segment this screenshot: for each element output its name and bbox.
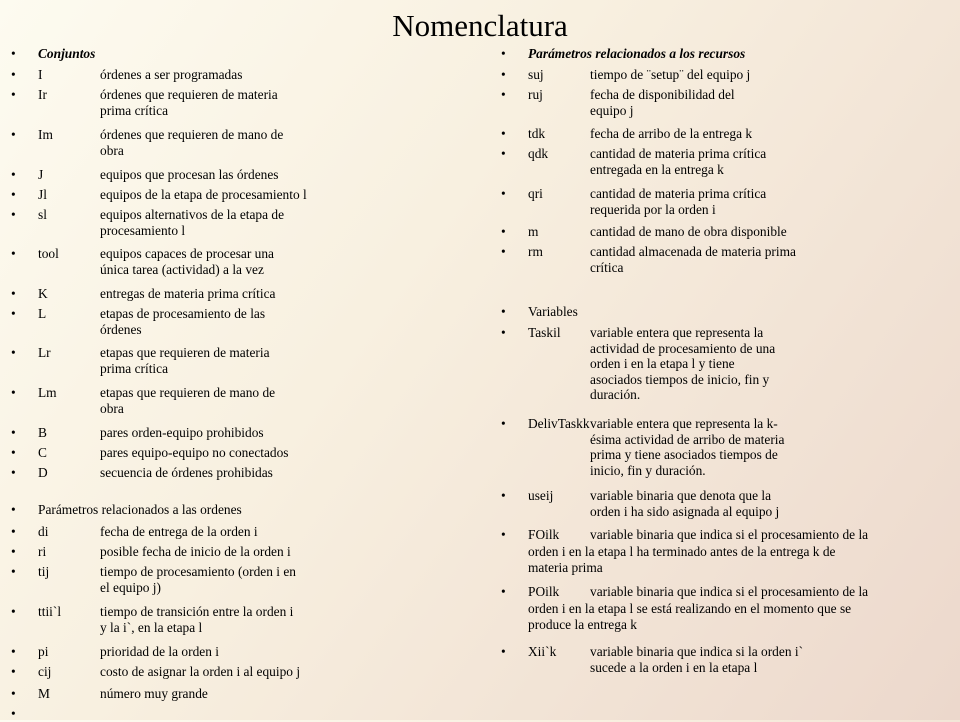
item-description: fecha de disponibilidad del equipo j bbox=[590, 87, 735, 118]
bullet-icon: • bbox=[11, 187, 16, 202]
order-parameter-item bbox=[8, 686, 208, 702]
bullet-icon: • bbox=[11, 246, 16, 261]
item-symbol: tool bbox=[38, 246, 59, 261]
item-symbol: m bbox=[528, 224, 539, 239]
bullet-icon: • bbox=[501, 46, 506, 61]
item-symbol: Lm bbox=[38, 385, 57, 400]
item-symbol: Xii`k bbox=[528, 644, 557, 659]
section-heading: Variables bbox=[528, 304, 578, 319]
set-item bbox=[8, 67, 242, 83]
bullet-icon: • bbox=[501, 325, 506, 340]
bullet-icon: • bbox=[501, 527, 506, 542]
resource-parameter-item bbox=[498, 87, 735, 118]
set-item bbox=[8, 445, 289, 461]
bullet-icon: • bbox=[11, 445, 16, 460]
bullet-icon: • bbox=[501, 87, 506, 102]
item-description: cantidad almacenada de materia prima crítica bbox=[590, 244, 796, 275]
item-symbol: J bbox=[38, 167, 44, 182]
bullet-icon: • bbox=[501, 126, 506, 141]
item-description: secuencia de órdenes prohibidas bbox=[100, 465, 273, 480]
resource-parameter-item bbox=[498, 126, 752, 142]
page-title: Nomenclatura bbox=[392, 8, 568, 43]
bullet-icon: • bbox=[11, 502, 16, 517]
bullet-icon: • bbox=[11, 345, 16, 360]
variable-item bbox=[498, 416, 784, 478]
variable-item bbox=[498, 527, 868, 543]
set-item bbox=[8, 127, 283, 158]
bullet-icon: • bbox=[11, 167, 16, 182]
item-symbol: ttii`l bbox=[38, 604, 62, 619]
bullet-icon: • bbox=[11, 644, 16, 659]
empty-list-item bbox=[8, 706, 38, 722]
item-description: pares orden-equipo prohibidos bbox=[100, 425, 264, 440]
set-item bbox=[8, 286, 275, 302]
item-symbol: K bbox=[38, 286, 48, 301]
item-description: fecha de arribo de la entrega k bbox=[590, 126, 753, 141]
item-description: órdenes a ser programadas bbox=[100, 67, 243, 82]
item-description: equipos capaces de procesar una única tarea (actividad) a la vez bbox=[100, 246, 274, 277]
item-symbol: cij bbox=[38, 664, 52, 679]
item-description: costo de asignar la orden i al equipo j bbox=[100, 664, 301, 679]
set-item bbox=[8, 425, 264, 441]
bullet-icon: • bbox=[11, 67, 16, 82]
item-description: tiempo de transición entre la orden i y la i`, en la etapa l bbox=[100, 604, 294, 635]
item-description: variable binaria que indica si la orden i` sucede a la orden i en la etapa l bbox=[590, 644, 804, 675]
bullet-icon: • bbox=[11, 686, 16, 701]
item-symbol: L bbox=[38, 306, 47, 321]
item-symbol: M bbox=[38, 686, 50, 701]
section-heading: Parámetros relacionados a las ordenes bbox=[38, 502, 242, 517]
item-symbol: DelivTaskk bbox=[528, 416, 590, 431]
item-description: equipos que procesan las órdenes bbox=[100, 167, 279, 182]
set-item bbox=[8, 187, 307, 203]
order-parameter-item bbox=[8, 524, 258, 540]
bullet-icon: • bbox=[501, 644, 506, 659]
bullet-icon: • bbox=[11, 385, 16, 400]
bullet-icon: • bbox=[11, 706, 16, 721]
item-symbol: B bbox=[38, 425, 47, 440]
bullet-icon: • bbox=[11, 87, 16, 102]
item-symbol: tdk bbox=[528, 126, 546, 141]
resource-parameter-item bbox=[498, 224, 787, 240]
bullet-icon: • bbox=[501, 244, 506, 259]
section-heading-ordenes bbox=[8, 502, 242, 518]
item-description: pares equipo-equipo no conectados bbox=[100, 445, 289, 460]
item-description: órdenes que requieren de mano de obra bbox=[100, 127, 284, 158]
item-description: variable entera que representa la k- ésima actividad de arribo de materia prima y tiene asociados tiempos de inicio, fin y duración. bbox=[590, 416, 785, 478]
section-heading-variables bbox=[498, 304, 578, 320]
item-symbol: D bbox=[38, 465, 48, 480]
item-symbol: ruj bbox=[528, 87, 543, 102]
variable-item bbox=[498, 644, 803, 675]
section-heading: Conjuntos bbox=[38, 46, 96, 61]
item-symbol: Im bbox=[38, 127, 53, 142]
item-description: variable binaria que denota que la orden i ha sido asignada al equipo j bbox=[590, 488, 780, 519]
set-item bbox=[8, 306, 265, 337]
section-heading-conjuntos bbox=[8, 46, 95, 62]
bullet-icon: • bbox=[11, 127, 16, 142]
set-item bbox=[8, 385, 275, 416]
item-symbol: Lr bbox=[38, 345, 51, 360]
bullet-icon: • bbox=[11, 465, 16, 480]
bullet-icon: • bbox=[501, 146, 506, 161]
bullet-icon: • bbox=[11, 604, 16, 619]
item-symbol: Ir bbox=[38, 87, 47, 102]
item-symbol: sl bbox=[38, 207, 47, 222]
bullet-icon: • bbox=[11, 46, 16, 61]
order-parameter-item bbox=[8, 604, 293, 635]
item-description: equipos de la etapa de procesamiento l bbox=[100, 187, 307, 202]
item-symbol: di bbox=[38, 524, 49, 539]
set-item bbox=[8, 246, 274, 277]
order-parameter-item bbox=[8, 564, 296, 595]
item-description: equipos alternativos de la etapa de procesamiento l bbox=[100, 207, 285, 238]
item-symbol: Taskil bbox=[528, 325, 561, 340]
item-symbol: suj bbox=[528, 67, 544, 82]
item-symbol: I bbox=[38, 67, 43, 82]
item-description: número muy grande bbox=[100, 686, 208, 701]
item-description: prioridad de la orden i bbox=[100, 644, 219, 659]
item-symbol: FOilk bbox=[528, 527, 560, 542]
resource-parameter-item bbox=[498, 146, 766, 177]
bullet-icon: • bbox=[11, 524, 16, 539]
item-description: tiempo de procesamiento (orden i en el equipo j) bbox=[100, 564, 296, 595]
bullet-icon: • bbox=[11, 286, 16, 301]
item-description: entregas de materia prima crítica bbox=[100, 286, 276, 301]
variable-item bbox=[498, 325, 775, 403]
variable-item bbox=[498, 584, 868, 600]
set-item bbox=[8, 207, 284, 238]
item-description: etapas de procesamiento de las órdenes bbox=[100, 306, 266, 337]
item-description: cantidad de mano de obra disponible bbox=[590, 224, 787, 239]
item-symbol: qdk bbox=[528, 146, 549, 161]
bullet-icon: • bbox=[501, 488, 506, 503]
resource-parameter-item bbox=[498, 67, 750, 83]
item-symbol: tij bbox=[38, 564, 50, 579]
item-description: posible fecha de inicio de la orden i bbox=[100, 544, 291, 559]
set-item bbox=[8, 345, 270, 376]
bullet-icon: • bbox=[11, 207, 16, 222]
item-symbol: Jl bbox=[38, 187, 47, 202]
bullet-icon: • bbox=[11, 544, 16, 559]
item-description: variable entera que representa la actividad de procesamiento de una orden i en la etapa l y tiene asociados tiempos de inicio, fin y duración. bbox=[590, 325, 776, 402]
item-description-continued: orden i en la etapa l se está realizando en el momento que se produce la entrega k bbox=[528, 601, 852, 632]
item-symbol: ri bbox=[38, 544, 47, 559]
item-description: cantidad de materia prima crítica requerida por la orden i bbox=[590, 186, 767, 217]
bullet-icon: • bbox=[11, 425, 16, 440]
item-description: etapas que requieren de mano de obra bbox=[100, 385, 276, 416]
bullet-icon: • bbox=[501, 224, 506, 239]
item-symbol: C bbox=[38, 445, 47, 460]
set-item bbox=[8, 87, 278, 118]
item-description-continued: orden i en la etapa l ha terminado antes de la entrega k de materia prima bbox=[528, 544, 836, 575]
section-heading: Parámetros relacionados a los recursos bbox=[528, 46, 746, 61]
resource-parameter-item bbox=[498, 244, 796, 275]
item-description: etapas que requieren de materia prima crítica bbox=[100, 345, 270, 376]
item-description: tiempo de ¨setup¨ del equipo j bbox=[590, 67, 751, 82]
item-symbol: pi bbox=[38, 644, 49, 659]
order-parameter-item bbox=[8, 644, 219, 660]
item-description: variable binaria que indica si el procesamiento de la bbox=[590, 527, 869, 542]
set-item bbox=[8, 167, 279, 183]
order-parameter-item bbox=[8, 664, 300, 680]
bullet-icon: • bbox=[501, 304, 506, 319]
bullet-icon: • bbox=[11, 664, 16, 679]
bullet-icon: • bbox=[501, 186, 506, 201]
item-description: órdenes que requieren de materia prima crítica bbox=[100, 87, 278, 118]
item-description: fecha de entrega de la orden i bbox=[100, 524, 258, 539]
item-symbol: POilk bbox=[528, 584, 560, 599]
item-description: variable binaria que indica si el procesamiento de la bbox=[590, 584, 869, 599]
order-parameter-item bbox=[8, 544, 291, 560]
item-symbol: useij bbox=[528, 488, 554, 503]
set-item bbox=[8, 465, 273, 481]
variable-item bbox=[498, 488, 779, 519]
resource-parameter-item bbox=[498, 186, 766, 217]
bullet-icon: • bbox=[11, 306, 16, 321]
bullet-icon: • bbox=[501, 67, 506, 82]
bullet-icon: • bbox=[11, 564, 16, 579]
section-heading-recursos bbox=[498, 46, 745, 62]
item-description: cantidad de materia prima crítica entregada en la entrega k bbox=[590, 146, 767, 177]
item-symbol: qri bbox=[528, 186, 543, 201]
bullet-icon: • bbox=[501, 416, 506, 431]
bullet-icon: • bbox=[501, 584, 506, 599]
item-symbol: rm bbox=[528, 244, 543, 259]
